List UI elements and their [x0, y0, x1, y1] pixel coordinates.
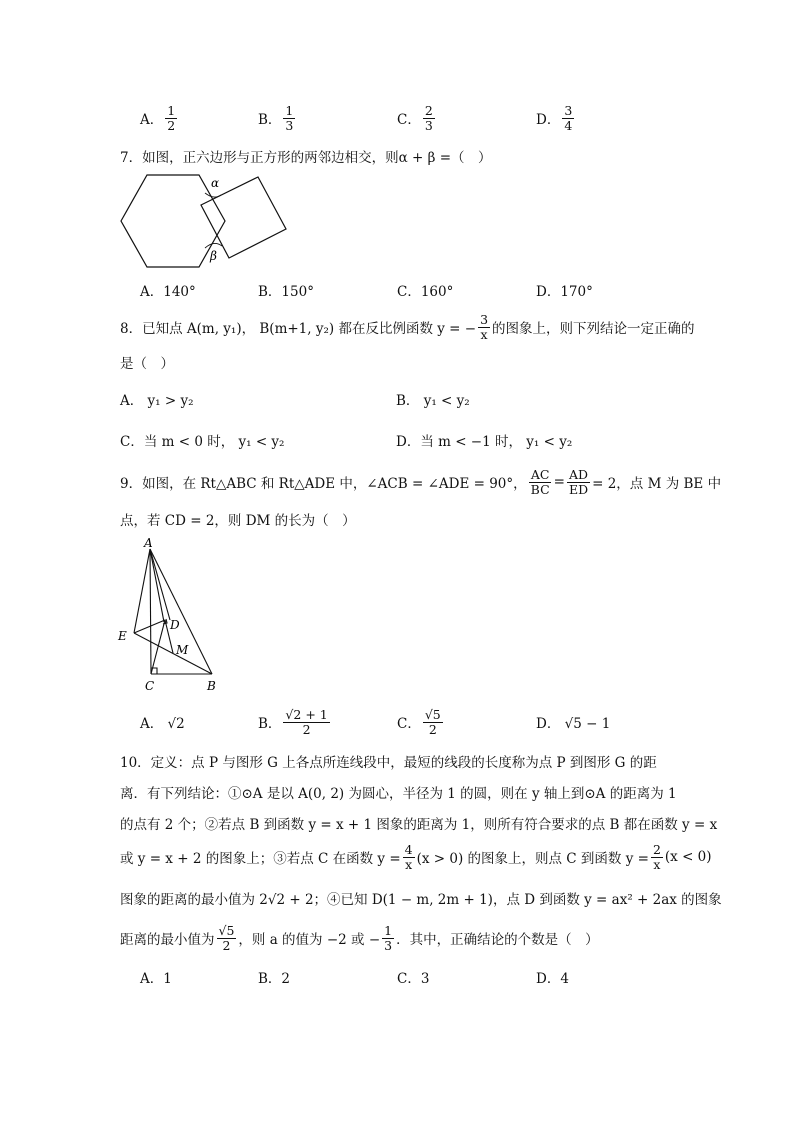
q10-line4: 或 y = x + 2 的图象上；③若点 C 在函数 y = $\frac{4}{x}$ (x > 0) 的图象上，则点 C 到函数 y = $\frac{2}{x}$ (x < 0) — [120, 842, 712, 872]
q10-line6: 距离的最小值为 $\frac{√5}{2}$ ，则 a 的值为 −2 或 − $\frac{1}{3}$ ．其中，正确结论的个数是（ ） — [120, 923, 599, 953]
fraction: $\frac{3}{x}$ — [480, 312, 489, 342]
fraction: $\frac{√5}{2}$ — [218, 923, 235, 953]
q9-stem-line1: 9．如图，在 Rt△ABC 和 Rt△ADE 中，∠ACB = ∠ADE = 90°， $\frac{AC}{BC}$ = $\frac{AD}{ED}$ = 2，点 M 为 BE 中 — [120, 467, 722, 497]
label-c: C — [145, 679, 155, 693]
fraction: $\frac{√5}{2}$ — [424, 707, 441, 737]
fraction: $\frac{4}{x}$ — [404, 842, 413, 872]
label-d: D — [170, 618, 180, 632]
q6-option-d[interactable]: D． $\frac{3}{4}$ — [536, 103, 573, 133]
label-b: B — [207, 679, 216, 693]
q10-option-c[interactable]: C．3 — [397, 971, 430, 987]
q8-option-d[interactable]: D．当 m < −1 时， y₁ < y₂ — [396, 434, 573, 450]
q10-options — [140, 962, 700, 992]
q9-option-c[interactable]: C． $\frac{√5}{2}$ — [397, 707, 441, 737]
q7-options — [140, 275, 700, 305]
label-a: A — [144, 536, 153, 550]
q6-option-b[interactable]: B． $\frac{1}{3}$ — [258, 103, 294, 133]
q10-line1: 10．定义：点 P 与图形 G 上各点所连线段中，最短的线段的长度称为点 P 到图形 G 的距 — [120, 755, 657, 771]
beta-label: β — [210, 249, 217, 263]
q7-stem: 7．如图，正六边形与正方形的两邻边相交，则α + β =（ ） — [120, 150, 492, 166]
fraction: $\frac{2}{x}$ — [652, 842, 661, 872]
q10-line3: 的点有 2 个；②若点 B 到函数 y = x + 1 图象的距离为 1，则所有符合要求的点 B 都在函数 y = x — [120, 817, 718, 833]
q6-options — [140, 103, 700, 133]
q7-option-b[interactable]: B．150° — [258, 284, 314, 300]
q6-option-a[interactable]: A． $\frac{1}{2}$ — [140, 103, 176, 133]
q7-option-d[interactable]: D．170° — [536, 284, 593, 300]
q7-figure — [118, 170, 288, 272]
q10-line5: 图象的距离的最小值为 2√2 + 2；④已知 D(1 − m, 2m + 1)，点 D 到函数 y = ax² + 2ax 的图象 — [120, 892, 722, 908]
alpha-arc — [205, 193, 221, 197]
q9-figure — [114, 536, 229, 694]
q9-option-b[interactable]: B． $\frac{√2 + 1}{2}$ — [258, 707, 328, 737]
fraction: $\frac{AD}{ED}$ — [568, 467, 589, 497]
fraction: $\frac{√2 + 1}{2}$ — [285, 707, 328, 737]
alpha-label: α — [211, 176, 220, 190]
q8-option-a[interactable]: A． y₁ > y₂ — [120, 393, 194, 409]
fraction: $\frac{1}{3}$ — [285, 103, 294, 133]
q9-option-d[interactable]: D． √5 − 1 — [536, 716, 611, 732]
beta-arc — [205, 243, 222, 248]
q10-option-b[interactable]: B．2 — [258, 971, 291, 987]
q8-stem-line2: 是（ ） — [120, 356, 174, 372]
q9-option-a[interactable]: A． √2 — [140, 716, 185, 732]
q6-option-c[interactable]: C． $\frac{2}{3}$ — [397, 103, 433, 133]
q10-line2: 离．有下列结论：①⊙A 是以 A(0, 2) 为圆心，半径为 1 的圆，则在 y 轴上到⊙A 的距离为 1 — [120, 786, 677, 802]
fraction: $\frac{1}{2}$ — [167, 103, 176, 133]
q8-option-c[interactable]: C．当 m < 0 时， y₁ < y₂ — [120, 434, 285, 450]
fraction: $\frac{3}{4}$ — [564, 103, 573, 133]
q7-option-a[interactable]: A．140° — [140, 284, 196, 300]
label-m: M — [176, 643, 189, 657]
q10-option-a[interactable]: A．1 — [140, 971, 172, 987]
fraction: $\frac{AC}{BC}$ — [530, 467, 550, 497]
q8-stem-line1: 8．已知点 A(m, y₁)， B(m+1, y₂) 都在反比例函数 y = − $\frac{3}{x}$ 的图象上，则下列结论一定正确的 — [120, 312, 695, 342]
q7-option-c[interactable]: C．160° — [397, 284, 454, 300]
label-e: E — [118, 629, 127, 643]
fraction: $\frac{2}{3}$ — [424, 103, 433, 133]
fraction: $\frac{1}{3}$ — [384, 923, 393, 953]
q9-stem-line2: 点，若 CD = 2，则 DM 的长为（ ） — [120, 513, 356, 529]
q9-options — [140, 705, 700, 739]
q10-option-d[interactable]: D．4 — [536, 971, 569, 987]
q8-option-b[interactable]: B． y₁ < y₂ — [396, 393, 470, 409]
